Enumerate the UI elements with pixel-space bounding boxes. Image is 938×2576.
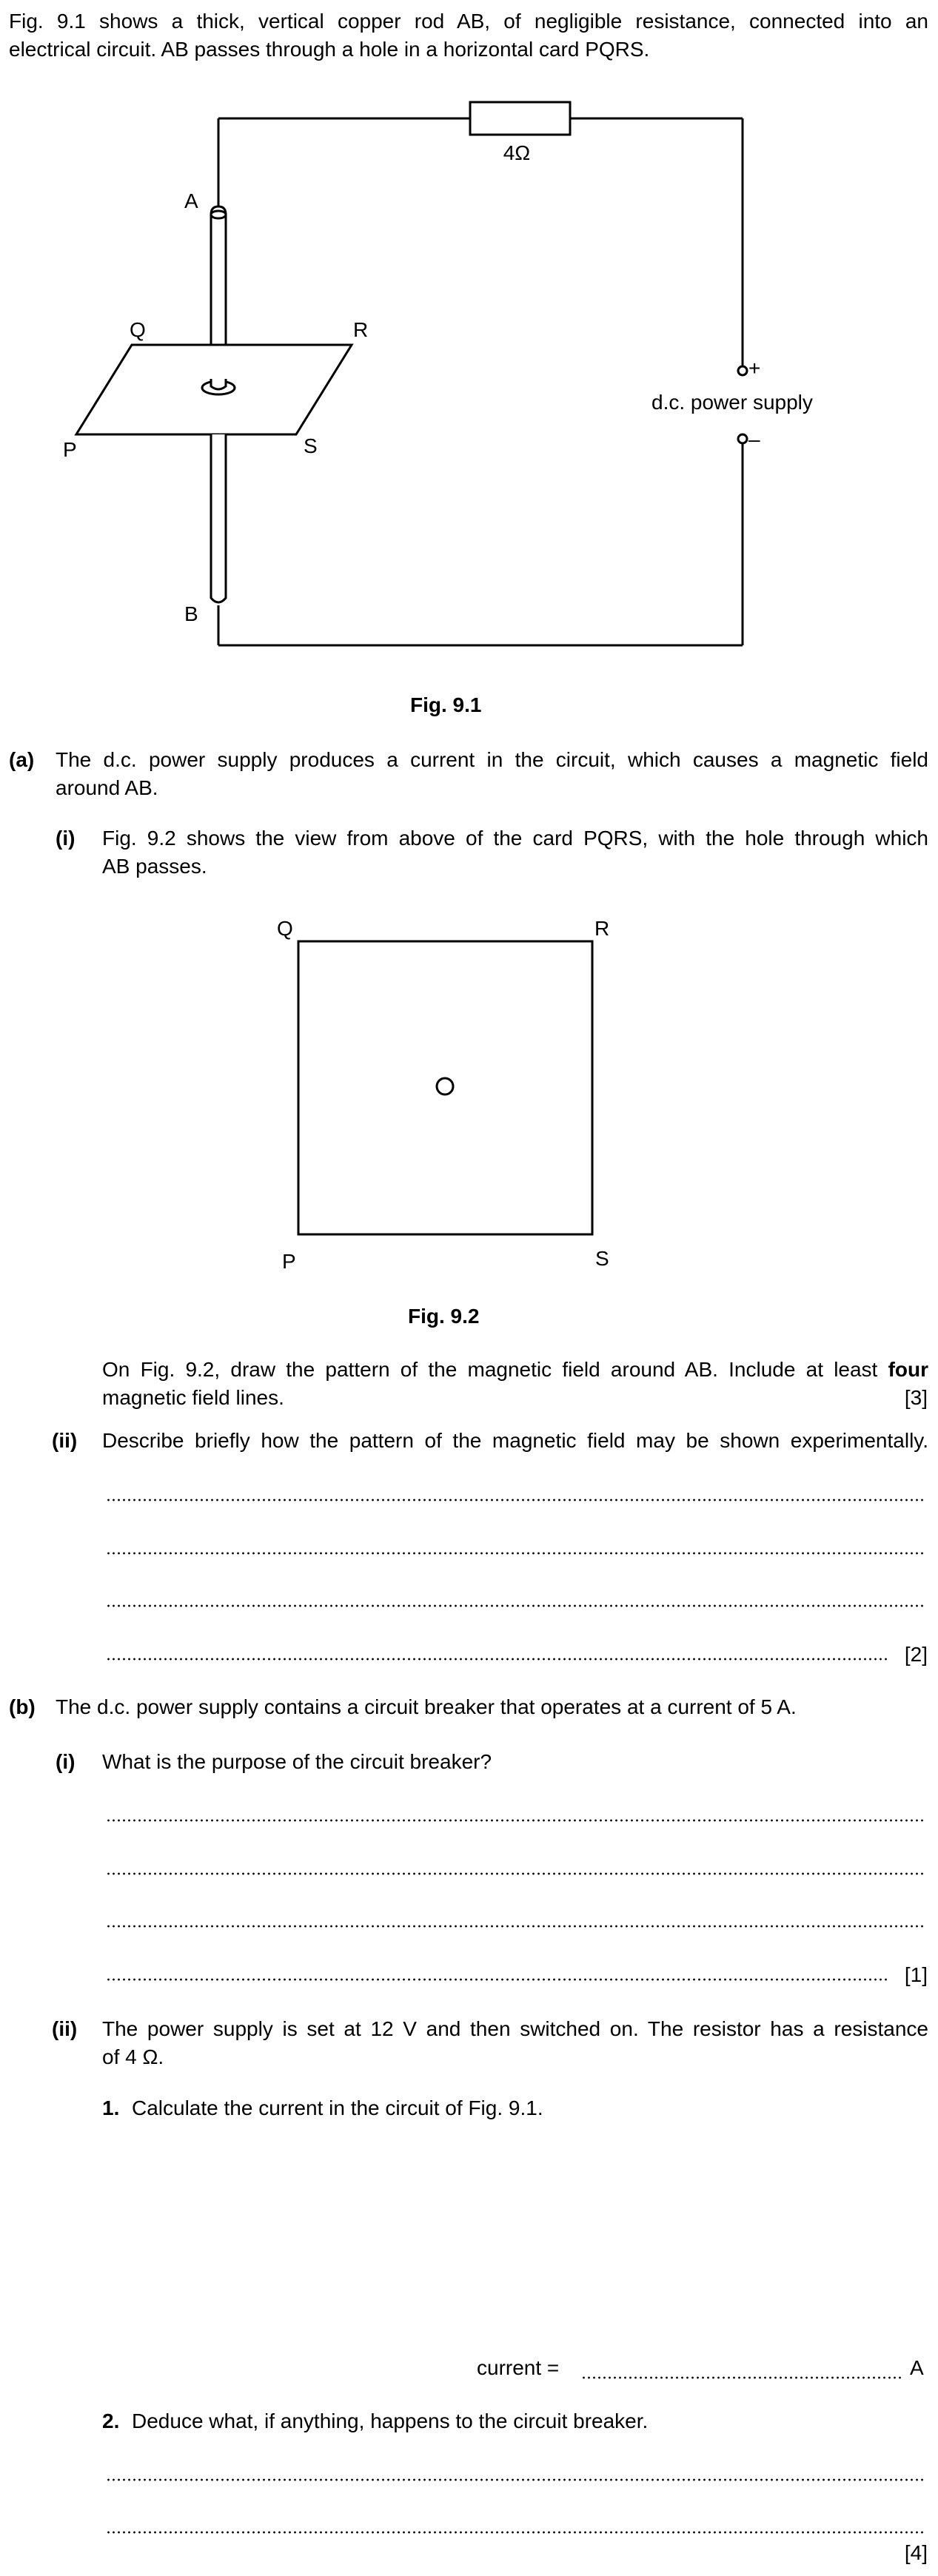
instruction-line-2: magnetic field lines. — [102, 1386, 284, 1409]
part-a-i-text — [102, 824, 928, 881]
part-a-line-2: around AB. — [56, 776, 158, 799]
q1-number: 1. — [102, 2096, 120, 2119]
part-b-label: (b) — [9, 1695, 36, 1718]
current-answer-line[interactable] — [581, 2376, 901, 2379]
instruction-line-1: On Fig. 9.2, draw the pattern of the magnetic field around AB. Include at least four — [102, 1358, 928, 1381]
fig-9-1-caption: Fig. 9.1 — [410, 693, 482, 716]
plus-label: + — [748, 357, 761, 380]
current-unit: A — [910, 2356, 924, 2379]
label-r: R — [353, 318, 369, 341]
part-a-ii-question: Describe briefly how the pattern of the magnetic field may be shown experimentally. — [102, 1429, 928, 1452]
part-b-i-question: What is the purpose of the circuit breaker? — [102, 1750, 492, 1773]
answer-line-b-i-1[interactable] — [106, 1819, 926, 1822]
answer-line-b-ii-1[interactable] — [106, 2478, 926, 2481]
fig2-label-r: R — [594, 917, 610, 940]
part-a-i-line-1: Fig. 9.2 shows the view from above of the card PQRS, with the hole through which — [102, 827, 928, 850]
label-q: Q — [130, 318, 146, 341]
emphasis-four: four — [888, 1358, 928, 1381]
part-a-i-label: (i) — [56, 827, 76, 850]
label-p: P — [63, 438, 77, 461]
plus-terminal — [738, 366, 747, 375]
fig-9-1-diagram — [0, 0, 938, 681]
current-label: current = — [477, 2356, 560, 2379]
part-b-ii-label: (ii) — [52, 2017, 78, 2040]
resistor — [470, 102, 570, 135]
q2-text: Deduce what, if anything, happens to the circuit breaker. — [132, 2409, 649, 2432]
q2-number: 2. — [102, 2409, 120, 2432]
marks-b-i: [1] — [904, 1963, 928, 1986]
label-b: B — [184, 602, 198, 625]
rod-hole — [437, 1078, 453, 1094]
part-a-line-1: The d.c. power supply produces a current in the circuit, which causes a magnetic field — [56, 748, 928, 771]
part-a-ii-label: (ii) — [52, 1429, 78, 1452]
marks-b-ii: [4] — [904, 2541, 928, 2564]
minus-label: – — [748, 428, 760, 451]
fig2-label-s: S — [595, 1247, 609, 1270]
answer-line-a-ii-2[interactable] — [106, 1552, 926, 1555]
answer-line-a-ii-1[interactable] — [106, 1499, 926, 1501]
supply-label: d.c. power supply — [651, 391, 813, 414]
fig2-label-q: Q — [277, 917, 293, 940]
part-a-label: (a) — [9, 748, 35, 771]
part-b-i-label: (i) — [56, 1750, 76, 1773]
copper-rod-lower — [211, 434, 226, 602]
fig-9-2-diagram — [0, 910, 938, 1295]
part-a-i-line-2: AB passes. — [102, 855, 207, 878]
marks-a-i: [3] — [904, 1386, 928, 1409]
intro-line-1: Fig. 9.1 shows a thick, vertical copper rod AB, of negligible resistance, connected into an — [9, 10, 928, 33]
label-s: S — [304, 434, 318, 457]
answer-line-b-i-3[interactable] — [106, 1925, 926, 1928]
minus-terminal — [738, 434, 747, 443]
fig2-label-p: P — [282, 1250, 296, 1273]
q1-text: Calculate the current in the circuit of Fig. 9.1. — [132, 2096, 543, 2119]
answer-line-b-i-4[interactable] — [106, 1978, 889, 1981]
answer-line-a-ii-4[interactable] — [106, 1658, 889, 1661]
answer-line-b-ii-2[interactable] — [106, 2531, 926, 2534]
card-square — [298, 941, 592, 1234]
part-a-i-instruction — [102, 1356, 928, 1412]
answer-line-a-ii-3[interactable] — [106, 1604, 926, 1607]
part-b-ii-text — [102, 2015, 928, 2071]
part-b-ii-line-1: The power supply is set at 12 V and then switched on. The resistor has a resistance — [102, 2017, 928, 2040]
label-a: A — [184, 189, 198, 212]
intro-line-2: electrical circuit. AB passes through a hole in a horizontal card PQRS. — [9, 38, 650, 61]
part-b-ii-line-2: of 4 Ω. — [102, 2045, 164, 2068]
part-b-text: The d.c. power supply contains a circuit breaker that operates at a current of 5 A. — [56, 1695, 797, 1718]
fig-9-2-caption: Fig. 9.2 — [408, 1305, 480, 1328]
answer-line-b-i-2[interactable] — [106, 1872, 926, 1875]
resistor-label: 4Ω — [503, 141, 531, 164]
part-a-text — [56, 746, 928, 802]
marks-a-ii: [2] — [904, 1643, 928, 1666]
